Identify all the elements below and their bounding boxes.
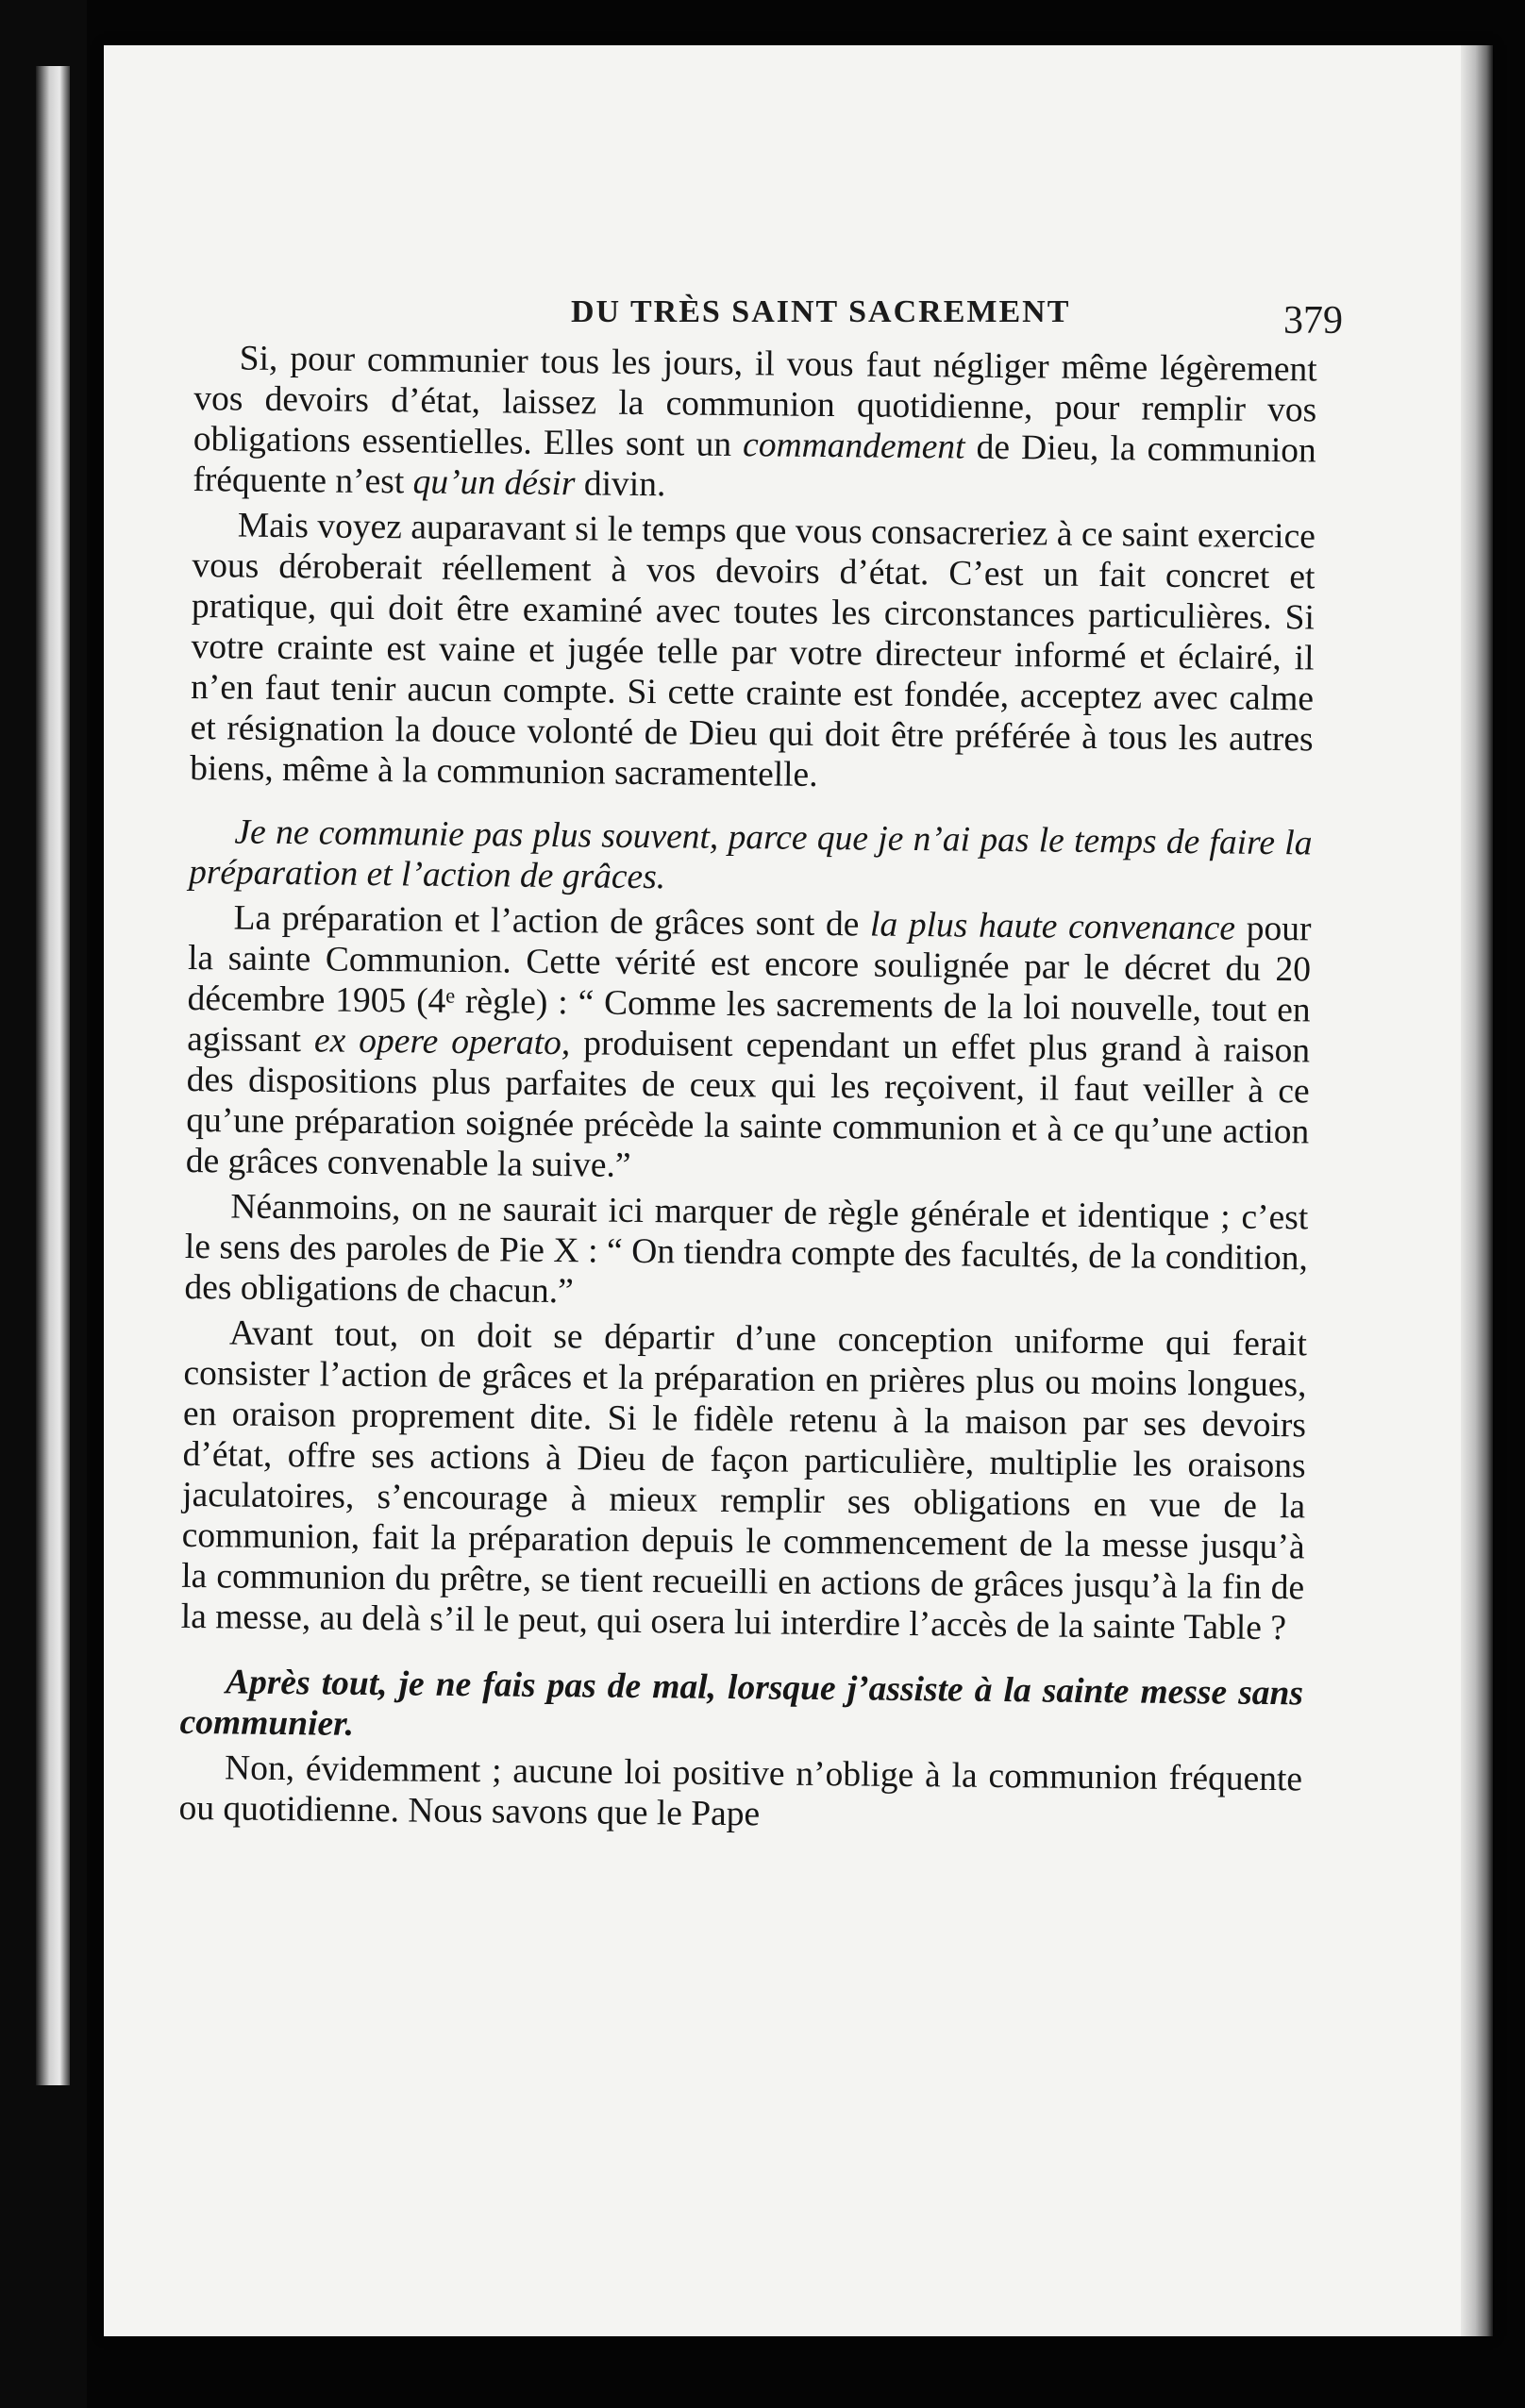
running-title: DU TRÈS SAINT SACREMENT <box>571 294 1071 329</box>
text-segment: La préparation et l’action de grâces sont de <box>233 898 871 945</box>
paragraph <box>190 505 1316 800</box>
text-segment: Après tout, je ne fais pas de mal, lorsque j’assiste à la sainte messe sans communier. <box>179 1663 1304 1744</box>
text-segment: Avant tout, on doit se départir d’une conception uniforme qui ferait consister l’action de grâces et la préparation en prières plus ou moins longues, en oraison proprement dite. Si le fidèle retenu à la maison par ses devoirs d’état, offre ses actions à Dieu de façon particulière, multiplie les oraisons jaculatoires, s’encourage à mieux remplir ses obligations en vue de la communion, fait la préparation depuis le commencement de la messe jusqu’à la communion du prêtre, se tient recueilli en actions de grâces jusqu’à la fin de la messe, au delà s’il le peut, qui osera lui interdire l’accès de la sainte Table ? <box>180 1313 1308 1648</box>
text-segment: pour la sainte Communion. Cette vérité est encore soulignée par le décret du 20 décembre 1905 (4ᵉ règle) : “ Comme les sacrements de la loi nouvelle, tout en agissant <box>186 909 1312 1061</box>
italic-phrase: commandement <box>742 426 965 467</box>
objection-paragraph <box>179 1662 1303 1754</box>
paragraph <box>186 897 1312 1193</box>
page-number: 379 <box>1283 299 1343 343</box>
text-segment: Si, pour communier tous les jours, il vous faut négliger même légèrement vos devoirs d’état, laissez la communion quotidienne, pour remplir vos obligations essentielles. Elles sont un <box>193 339 1317 465</box>
italic-phrase: qu’un désir <box>412 462 576 504</box>
text-segment: Néanmoins, on ne saurait ici marquer de règle générale et identique ; c’est le sens des paroles de Pie X : “ On tiendra compte des facultés, de la condition, des obligations de chacun.” <box>184 1187 1309 1312</box>
page-fore-edge <box>1461 45 1493 2336</box>
italic-phrase: ex opere operato, <box>313 1021 571 1063</box>
paragraph <box>181 1313 1308 1648</box>
text-segment: Je ne communie pas plus souvent, parce que je n’ai pas le temps de faire la préparation et l’action de grâces. <box>188 812 1313 897</box>
paragraph <box>184 1186 1308 1319</box>
objection-paragraph <box>189 811 1313 904</box>
text-segment: divin. <box>575 464 666 505</box>
paragraph <box>193 338 1317 511</box>
page-header <box>217 283 1349 343</box>
text-segment: Non, évidemment ; aucune loi positive n’oblige à la communion fréquente ou quotidienne. Nous savons que le Pape <box>178 1748 1303 1834</box>
book-page <box>104 45 1493 2336</box>
italic-phrase: la plus haute convenance <box>869 905 1236 948</box>
text-segment: Mais voyez auparavant si le temps que vous consacreriez à ce saint exercice vous déroberait réellement à vos devoirs d’état. C’est un fait concret et pratique, qui doit être examiné avec toutes les circonstances particulières. Si votre crainte est vaine et jugée telle par votre directeur informé et éclairé, il n’en faut tenir aucun compte. Si cette crainte est fondée, acceptez avec calme et résignation la douce volonté de Dieu qui doit être préférée à tous les autres biens, même à la communion sacramentelle. <box>190 506 1316 794</box>
body-text <box>178 338 1317 1845</box>
previous-page-edge <box>36 66 70 2085</box>
paragraph <box>178 1747 1302 1840</box>
text-segment: produisent cependant un effet plus grand à raison des dispositions plus parfaites de ceux qui les reçoivent, il faut veiller à ce qu’une préparation soignée précède la sainte communion et à ce qu’une action de grâces convenable la suive.” <box>185 1024 1311 1185</box>
text-segment: de Dieu, la communion fréquente n’est <box>193 427 1317 502</box>
